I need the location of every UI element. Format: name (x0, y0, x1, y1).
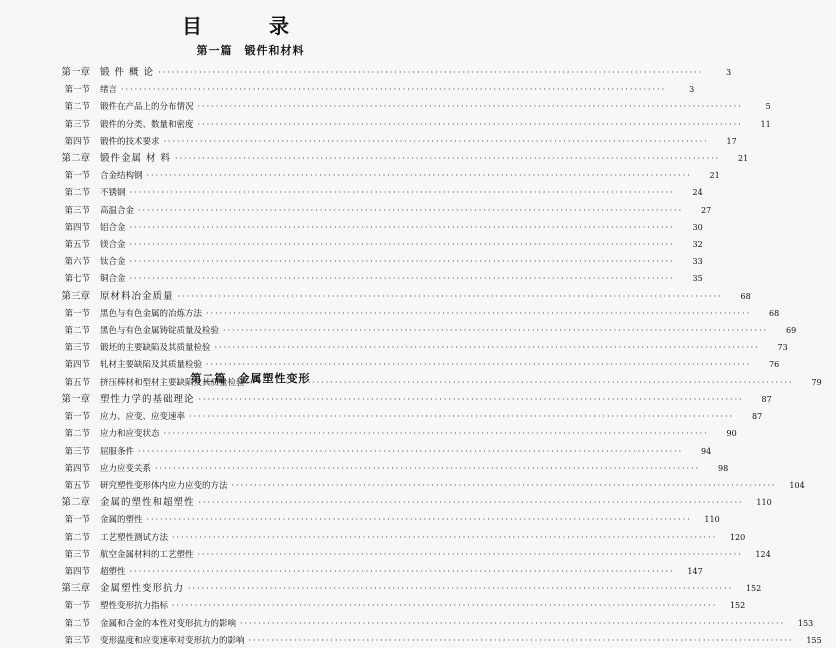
entry-page-number: 73 (777, 343, 788, 353)
dot-leader: ························································································································ (146, 171, 692, 181)
dot-leader: ························································································································ (138, 446, 684, 456)
dot-leader: ························································································································ (129, 188, 675, 198)
entry-label: 铜合金 (100, 274, 126, 285)
entry-number: 第二章 (61, 497, 90, 509)
entry-number: 第三节 (64, 635, 90, 646)
entry-page-number: 79 (811, 377, 822, 387)
entry-page-number: 5 (765, 102, 771, 112)
dot-leader: ························································································································ (214, 343, 760, 353)
entry-label: 金属和合金的本性对变形抗力的影响 (100, 618, 237, 629)
dot-leader: ························································································································ (248, 377, 794, 387)
entry-number: 第二节 (64, 429, 90, 440)
entry-number: 第一节 (64, 171, 90, 182)
toc-section-row (0, 341, 788, 355)
entry-page-number: 30 (692, 222, 703, 232)
entry-page-number: 147 (687, 567, 703, 576)
dot-leader: ························································································································ (231, 481, 777, 490)
entry-label: 不锈钢 (100, 188, 126, 199)
dot-leader: ························································································································ (206, 360, 752, 370)
entry-label: 金属的塑性 (100, 515, 143, 526)
entry-number: 第二章 (61, 153, 90, 164)
entry-label: 航空金属材料的工艺塑性 (100, 549, 194, 560)
entry-label: 黑色与有色金属铸锭质量及检验 (100, 326, 220, 336)
entry-number: 第二节 (64, 618, 90, 629)
dot-leader: ························································································································ (129, 274, 675, 284)
entry-number: 第六节 (64, 257, 90, 268)
entry-number: 第二节 (64, 188, 90, 199)
toc-section-row (0, 169, 720, 183)
toc-section-row (0, 100, 771, 114)
dot-leader: ························································································································ (206, 308, 752, 318)
entry-number: 第三节 (64, 205, 90, 216)
part-title: 第二篇 金属塑性变形 (190, 372, 311, 385)
toc-chapter-row (0, 152, 749, 166)
entry-label: 锻坯的主要缺陷及其质量检验 (100, 343, 211, 354)
entry-label: 合金结构钢 (100, 171, 143, 182)
entry-label: 塑性变形抗力指标 (100, 601, 169, 612)
entry-label: 黑色与有色金属的冶炼方法 (100, 308, 203, 319)
entry-page-number: 110 (704, 515, 720, 525)
entry-label: 应力、应变、应变速率 (100, 412, 186, 423)
toc-section-row (0, 204, 712, 218)
toc-section-row (0, 634, 822, 648)
entry-number: 第一节 (64, 601, 90, 612)
entry-label: 锻件金属 材 料 (100, 153, 172, 164)
entry-label: 锻 件 概 论 (100, 67, 155, 78)
entry-page-number: 27 (700, 205, 712, 215)
toc-section-row (0, 462, 729, 476)
dot-leader: ························································································································ (189, 412, 735, 422)
entry-page-number: 32 (692, 240, 703, 249)
entry-number: 第三节 (64, 446, 90, 457)
dot-leader: ························································································································ (177, 291, 723, 301)
dot-leader: ························································································································ (146, 515, 692, 525)
toc-section-row (0, 548, 771, 562)
toc-section-row (0, 427, 737, 441)
dot-leader: ························································································································ (129, 240, 675, 249)
entry-label: 研究塑性变形体内应力应变的方法 (100, 481, 228, 491)
entry-label: 绪言 (100, 85, 118, 96)
toc-chapter-row (0, 582, 762, 596)
entry-number: 第三节 (64, 343, 90, 354)
entry-number: 第三章 (61, 290, 90, 302)
toc-section-row (0, 565, 703, 579)
entry-number: 第二节 (64, 326, 90, 336)
toc-section-row (0, 410, 763, 424)
entry-page-number: 104 (789, 481, 805, 490)
toc-section-row (0, 617, 814, 631)
toc-section-row (0, 83, 695, 97)
entry-label: 应力和应变状态 (100, 429, 160, 440)
toc-section-row (0, 118, 771, 132)
toc-section-row (0, 135, 737, 149)
dot-leader: ························································································································ (175, 154, 721, 163)
toc-section-row (0, 221, 703, 235)
entry-label: 轧材主要缺陷及其质量检验 (100, 360, 203, 371)
entry-label: 锻件在产品上的分布情况 (100, 102, 194, 113)
entry-label: 锻件的分类、数量和密度 (100, 119, 194, 130)
entry-label: 高温合金 (100, 205, 135, 216)
toc-section-row (0, 255, 703, 269)
entry-label: 钛合金 (100, 257, 126, 268)
entry-number: 第一节 (64, 515, 90, 526)
dot-leader: ························································································································ (172, 601, 718, 611)
dot-leader: ························································································································ (129, 257, 675, 267)
entry-page-number: 110 (756, 498, 772, 508)
toc-section-row (0, 513, 720, 527)
toc-chapter-row (0, 290, 751, 304)
toc-section-row (0, 479, 805, 493)
entry-page-number: 11 (760, 119, 771, 129)
entry-page-number: 21 (738, 154, 749, 163)
page-title: 目 录 (182, 14, 319, 38)
entry-page-number: 152 (729, 601, 746, 611)
entry-label: 原材料冶金质量 (100, 290, 174, 302)
entry-number: 第三章 (61, 583, 90, 595)
entry-number: 第四节 (64, 463, 90, 474)
dot-leader: ························································································································ (197, 119, 743, 129)
entry-number: 第四节 (64, 222, 90, 233)
dot-leader: ························································································································ (198, 395, 744, 404)
entry-page-number: 98 (717, 463, 729, 473)
entry-page-number: 87 (761, 395, 772, 404)
entry-number: 第五节 (64, 481, 90, 491)
entry-page-number: 3 (726, 68, 732, 77)
entry-page-number: 35 (692, 274, 703, 284)
dot-leader: ························································································································ (158, 68, 704, 77)
entry-number: 第四节 (64, 360, 90, 371)
dot-leader: ························································································································ (188, 584, 734, 594)
entry-number: 第五节 (64, 240, 90, 250)
entry-number: 第五节 (64, 377, 90, 388)
entry-label: 工艺塑性测试方法 (100, 532, 169, 543)
dot-leader: ························································································································ (129, 222, 675, 232)
dot-leader: ························································································································ (248, 635, 794, 645)
entry-label: 屈服条件 (100, 446, 135, 457)
toc-section-row (0, 186, 703, 200)
entry-label: 镁合金 (100, 240, 126, 250)
dot-leader: ························································································································ (197, 102, 743, 112)
entry-page-number: 3 (689, 85, 695, 95)
entry-page-number: 155 (806, 635, 822, 645)
dot-leader: ························································································································ (138, 205, 684, 215)
entry-page-number: 153 (797, 618, 814, 628)
entry-number: 第四节 (64, 136, 90, 147)
toc-chapter-row (0, 66, 732, 80)
toc-section-row (0, 599, 746, 613)
toc-section-row (0, 531, 746, 545)
entry-number: 第一节 (64, 308, 90, 319)
toc-chapter-row (0, 496, 772, 510)
entry-number: 第二节 (64, 532, 90, 543)
entry-page-number: 69 (785, 326, 797, 335)
dot-leader: ························································································································ (155, 463, 701, 473)
toc-chapter-row (0, 393, 772, 407)
part-title: 第一篇 锻件和材料 (196, 44, 305, 57)
entry-page-number: 120 (729, 532, 746, 542)
entry-label: 铝合金 (100, 222, 126, 233)
entry-page-number: 17 (726, 136, 737, 146)
entry-label: 锻件的技术要求 (100, 136, 160, 147)
dot-leader: ························································································································ (240, 618, 786, 628)
entry-label: 超塑性 (100, 567, 126, 577)
entry-page-number: 21 (709, 171, 720, 181)
entry-label: 应力应变关系 (100, 463, 152, 474)
dot-leader: ························································································································ (223, 326, 769, 335)
dot-leader: ························································································································ (198, 498, 744, 508)
toc-section-row (0, 445, 712, 459)
entry-number: 第三节 (64, 549, 90, 560)
dot-leader: ························································································································ (197, 549, 743, 559)
entry-number: 第一节 (64, 85, 90, 96)
entry-page-number: 33 (692, 257, 703, 267)
entry-label: 金属的塑性和超塑性 (100, 497, 195, 509)
entry-page-number: 94 (700, 446, 712, 456)
entry-page-number: 24 (692, 188, 703, 198)
entry-number: 第二节 (64, 102, 90, 113)
dot-leader: ························································································································ (129, 567, 675, 576)
dot-leader: ························································································································ (163, 136, 709, 146)
toc-section-row (0, 324, 797, 338)
entry-page-number: 152 (745, 584, 762, 594)
entry-page-number: 124 (755, 549, 771, 559)
entry-page-number: 90 (726, 429, 737, 439)
entry-page-number: 68 (768, 308, 780, 318)
entry-label: 挤压棒材和型材主要缺陷及其质量检验 (100, 377, 245, 388)
entry-number: 第一章 (61, 67, 90, 78)
toc-section-row (0, 238, 703, 252)
dot-leader: ························································································································ (163, 429, 709, 439)
entry-label: 变形温度和应变速率对变形抗力的影响 (100, 635, 245, 646)
entry-page-number: 76 (768, 360, 780, 370)
toc-section-row (0, 307, 780, 321)
entry-label: 金属塑性变形抗力 (100, 583, 185, 595)
entry-label: 塑性力学的基础理论 (100, 394, 195, 405)
entry-page-number: 87 (751, 412, 763, 422)
entry-number: 第七节 (64, 274, 90, 285)
entry-number: 第一节 (64, 412, 90, 423)
dot-leader: ························································································································ (172, 532, 718, 542)
entry-number: 第四节 (64, 567, 90, 577)
dot-leader: ························································································································ (121, 85, 667, 95)
toc-section-row (0, 272, 703, 286)
entry-page-number: 68 (740, 291, 751, 301)
entry-number: 第一章 (61, 394, 90, 405)
entry-number: 第三节 (64, 119, 90, 130)
